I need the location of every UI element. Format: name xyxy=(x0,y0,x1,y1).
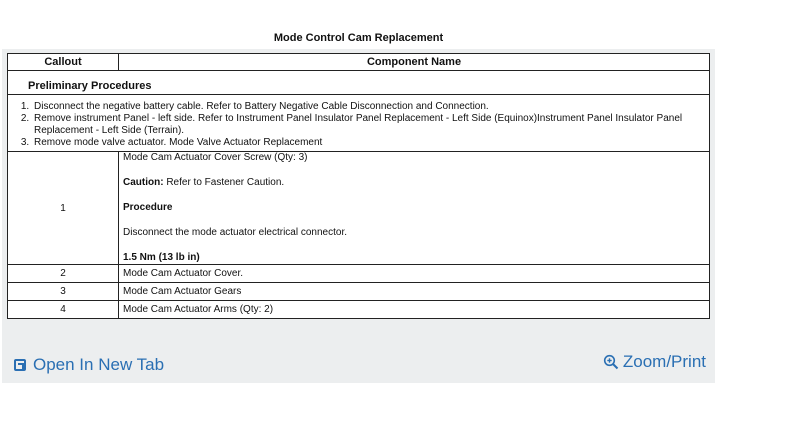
preliminary-heading: Preliminary Procedures xyxy=(8,71,710,95)
table-row xyxy=(8,301,710,319)
table-row xyxy=(8,152,710,265)
zoom-label: Zoom/Print xyxy=(622,352,706,371)
procedure-label: Procedure xyxy=(123,202,173,213)
callout-cell: 2 xyxy=(8,265,119,283)
header-callout: Callout xyxy=(8,54,119,71)
callout-cell: 1 xyxy=(8,152,119,265)
open-in-new-tab-link[interactable] xyxy=(14,355,164,375)
preliminary-step: 1. Disconnect the negative battery cable. Refer to Battery Negative Cable Disconnection and Connection. xyxy=(32,101,705,113)
component-table xyxy=(7,53,710,319)
component-name: Mode Cam Actuator Arms (Qty: 2) xyxy=(119,301,710,319)
preliminary-step: 2. Remove instrument Panel - left side. Refer to Instrument Panel Insulator Panel Replacement - Left Side (Equinox)Instrument Panel Insulator Panel Replacement - Left Side (Terrain). xyxy=(32,113,705,137)
preliminary-steps-row xyxy=(8,95,710,152)
component-name: Mode Cam Actuator Gears xyxy=(119,283,710,301)
open-new-tab-icon xyxy=(14,359,26,371)
callout-cell: 4 xyxy=(8,301,119,319)
callout-cell: 3 xyxy=(8,283,119,301)
preliminary-step: 3. Remove mode valve actuator. Mode Valve Actuator Replacement xyxy=(32,137,705,149)
torque-spec: 1.5 Nm (13 lb in) xyxy=(123,252,200,263)
preliminary-heading-row xyxy=(8,71,710,95)
table-header-row xyxy=(8,54,710,71)
header-component-name: Component Name xyxy=(119,54,710,71)
zoom-print-link[interactable] xyxy=(603,352,706,372)
caution-text: Refer to Fastener Caution. xyxy=(163,177,285,188)
table-row xyxy=(8,283,710,301)
component-name: Mode Cam Actuator Cover. xyxy=(119,265,710,283)
table-row xyxy=(8,265,710,283)
procedure-text: Disconnect the mode actuator electrical connector. xyxy=(123,227,348,238)
open-tab-label: Open In New Tab xyxy=(33,355,165,374)
zoom-in-icon xyxy=(603,354,619,370)
component-cell xyxy=(119,152,710,265)
component-name: Mode Cam Actuator Cover Screw (Qty: 3) xyxy=(123,152,308,163)
caution-note xyxy=(123,177,705,189)
caution-label: Caution: xyxy=(123,177,164,188)
preliminary-steps-list xyxy=(12,101,705,149)
page-title: Mode Control Cam Replacement xyxy=(2,27,715,49)
